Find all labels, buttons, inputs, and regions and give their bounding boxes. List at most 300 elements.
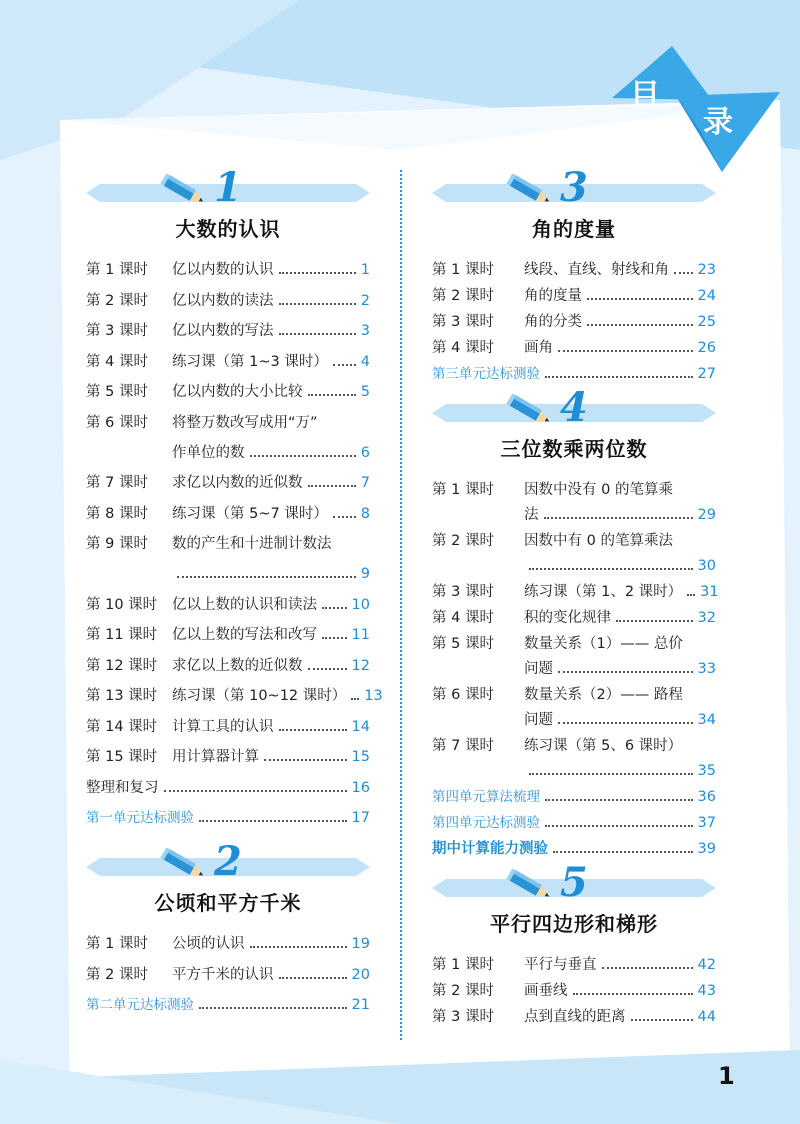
entry-line [172,686,383,706]
pencil-icon [506,869,556,903]
entry-title: 因数中有 0 的笔算乘法 [524,533,673,549]
unit-section [432,384,719,859]
page-ref: 17 [351,810,370,826]
dot-leader [279,729,347,731]
unit-number: 2 [214,838,242,885]
entry-line [524,582,719,602]
entry-title: 求亿以上数的近似数 [172,657,303,674]
unit-number: 4 [560,384,588,431]
entry-title: 第三单元达标测验 [432,366,540,382]
unit-banner [432,859,716,911]
lesson-label: 第 8 课时 [86,505,148,522]
entry-body [172,656,370,676]
entry-line [524,1007,716,1027]
entry-title: 问题 [524,712,553,728]
dot-leader [545,799,693,801]
dot-leader [322,637,347,639]
entry-title: 公顷的认识 [172,936,245,952]
entry-line [86,995,370,1015]
entry-title: 因数中没有 0 的笔算乘 [524,482,673,498]
toc-entry[interactable] [432,813,716,833]
entry-line [172,595,370,615]
entry-body [172,321,370,341]
entry-line [172,747,370,767]
toc-entry[interactable] [86,934,370,954]
dot-leader [199,820,347,822]
entry-title: 第四单元达标测验 [432,815,540,831]
entry-line [524,955,716,975]
lesson-label: 第 2 课时 [432,983,494,999]
entry-line [524,338,716,358]
page-ref: 24 [697,288,716,304]
dot-leader [264,759,347,761]
lesson-label: 第 3 课时 [86,323,148,339]
toc-entry[interactable] [86,747,370,767]
page-ref: 35 [697,763,716,779]
entry-line [524,710,716,730]
entry-title: 用计算器计算 [172,749,259,765]
entry-title: 亿以内数的读法 [172,292,274,309]
dot-leader [199,1007,347,1009]
unit-title: 角的度量 [532,217,616,241]
dot-leader [308,668,347,670]
entry-body [524,531,716,576]
entry-body [172,260,370,280]
dot-leader [333,364,356,366]
entry-body [172,382,370,402]
entry-line [524,480,716,500]
lesson-label: 第 15 课时 [86,749,158,765]
page-ref: 31 [700,584,719,600]
entry-line [172,443,370,463]
lesson-label: 第 1 课时 [86,936,148,952]
entry-title: 积的变化规律 [524,610,611,626]
entry-title: 求亿以内数的近似数 [172,475,303,491]
dot-leader [250,946,347,948]
page-ref: 44 [697,1009,716,1025]
dot-leader [587,324,693,326]
entry-title: 期中计算能力测验 [432,841,548,857]
page-ref: 2 [360,292,370,309]
lesson-label: 第 2 课时 [432,533,494,549]
entry-body [524,685,716,730]
page-ref: 14 [351,718,370,735]
entry-title: 问题 [524,661,553,677]
dot-leader [616,620,693,622]
toc-entry[interactable] [86,382,370,402]
page-ref: 33 [697,661,716,677]
entry-body [524,1007,716,1027]
entry-line [172,534,370,554]
entry-body [524,634,716,679]
entry-body [524,582,719,602]
toc-entry[interactable] [432,685,716,730]
page-ref: 32 [697,610,716,626]
lesson-label: 第 4 课时 [432,610,494,626]
toc-entry[interactable] [432,364,716,384]
page-ref: 11 [351,627,370,643]
entry-title: 点到直线的距离 [524,1009,626,1025]
page-ref: 27 [697,366,716,382]
entry-body [172,965,370,985]
entry-body [524,286,716,306]
page-ref: 9 [360,566,370,582]
entry-line [172,382,370,402]
entry-title: 将整万数改写成用“万” [172,414,318,431]
dot-leader [558,350,693,352]
unit-section [86,164,383,828]
entry-title: 亿以上数的认识和读法 [172,596,317,613]
toc-entry[interactable] [432,582,719,602]
lesson-label: 第 3 课时 [432,584,494,600]
entry-line [524,608,716,628]
toc-entry[interactable] [86,778,370,798]
entry-title: 练习课（第 1、2 课时） [524,584,683,600]
toc-entry[interactable] [432,955,716,975]
entry-line [524,531,716,551]
unit-title: 公顷和平方千米 [154,891,302,915]
right-column [432,164,719,1033]
entry-body [86,778,370,798]
toc-entry[interactable] [86,352,370,372]
lesson-label: 第 10 课时 [86,596,158,613]
entry-title: 画角 [524,340,553,356]
entry-line [172,625,370,645]
dot-leader [545,376,693,378]
entry-line [524,685,716,705]
unit-number: 3 [560,164,588,211]
unit-banner [432,384,716,436]
page-ref: 39 [697,841,716,857]
entry-body [524,736,716,781]
entry-body [172,934,370,954]
lesson-label: 第 6 课时 [432,687,494,703]
dot-leader [322,607,347,609]
unit-banner [86,838,370,890]
toc-entry[interactable] [86,995,370,1015]
toc-entry[interactable] [86,534,370,584]
dot-leader [351,698,359,700]
entry-line [524,981,716,1001]
entry-body [86,995,370,1015]
toc-entry[interactable] [432,1007,716,1027]
entry-title: 第四单元算法梳理 [432,789,540,805]
entry-line [524,505,716,525]
lesson-label: 第 1 课时 [432,957,494,973]
dot-leader [279,303,356,305]
dot-leader [529,773,693,775]
unit-section [86,838,370,1015]
entry-line [524,286,716,306]
entry-title: 数量关系（2）—— 路程 [524,687,683,703]
entry-body [172,352,370,372]
page-ref: 6 [360,444,370,461]
toc-entry[interactable] [86,291,370,311]
entry-title: 角的分类 [524,314,582,330]
page-ref: 3 [360,323,370,339]
entry-line [172,564,370,584]
unit-title: 三位数乘两位数 [500,437,648,461]
entry-title: 法 [524,507,539,523]
toc-entry[interactable] [86,717,370,737]
entry-title: 亿以上数的写法和改写 [172,627,317,643]
entry-line [432,839,716,859]
dot-leader [553,851,693,853]
entry-body [172,291,370,311]
entry-line [86,778,370,798]
page-number: 1 [718,1062,735,1090]
entry-line [172,934,370,954]
pencil-icon [506,394,556,428]
page-ref: 4 [360,353,370,370]
entry-title: 亿以内数的认识 [172,262,274,278]
entry-line [524,659,716,679]
page-ref: 23 [697,262,716,278]
page-ref: 19 [351,936,370,952]
entry-title: 线段、直线、射线和角 [524,262,669,278]
entry-body [172,625,370,645]
dot-leader [279,333,356,335]
page-ref: 43 [697,983,716,999]
dot-leader [177,576,356,578]
entry-body [524,955,716,975]
lesson-label: 第 12 课时 [86,657,158,674]
entry-body [172,534,370,584]
pencil-icon [160,848,210,882]
entry-title: 练习课（第 5~7 课时） [172,505,328,522]
dot-leader [333,516,356,518]
dot-leader [308,485,356,487]
page-ref: 5 [360,384,370,400]
column-divider [400,170,402,1040]
toc-entry[interactable] [432,634,716,679]
toc-entry[interactable] [86,260,370,280]
pencil-icon [506,174,556,208]
page-ref: 8 [360,505,370,522]
lesson-label: 第 7 课时 [432,738,494,754]
page-ref: 15 [351,749,370,765]
toc-entry[interactable] [86,473,370,493]
entry-title: 第一单元达标测验 [86,810,194,826]
page-ref: 7 [360,475,370,491]
entry-line [172,504,370,524]
page-ref: 42 [697,957,716,973]
page-ref: 1 [360,262,370,278]
page-ref: 29 [697,507,716,523]
toc-entry[interactable] [86,686,383,706]
toc-entry[interactable] [86,504,370,524]
lesson-label: 第 1 课时 [86,262,148,278]
dot-leader [279,272,356,274]
entry-title: 亿以内数的写法 [172,323,274,339]
lesson-label: 第 2 课时 [432,288,494,304]
dot-leader [587,298,693,300]
unit-section [432,859,716,1027]
entry-title: 角的度量 [524,288,582,304]
entry-body [432,787,716,807]
entry-line [172,321,370,341]
dot-leader [545,825,693,827]
lesson-label: 第 4 课时 [432,340,494,356]
toc-entry[interactable] [432,736,716,781]
entry-line [524,260,716,280]
entry-line [172,352,370,372]
header-title-char-2: 录 [703,105,733,140]
dot-leader [308,394,356,396]
page-ref: 34 [697,712,716,728]
entry-line [172,717,370,737]
entry-line [524,634,716,654]
entry-title: 数量关系（1）—— 总价 [524,636,683,652]
lesson-label: 第 1 课时 [432,262,494,278]
entry-body [524,480,716,525]
entry-line [172,260,370,280]
unit-banner [86,164,370,216]
unit-number: 1 [214,164,242,211]
lesson-label: 第 7 课时 [86,475,148,491]
entry-title: 平行与垂直 [524,957,597,973]
entry-line [86,808,370,828]
lesson-label: 第 5 课时 [86,384,148,400]
dot-leader [544,517,693,519]
entry-body [172,595,370,615]
entry-body [172,413,370,463]
toc-entry[interactable] [432,260,716,280]
dot-leader [164,790,347,792]
lesson-label: 第 11 课时 [86,627,158,643]
entry-title: 练习课（第 1~3 课时） [172,353,328,370]
lesson-label: 第 1 课时 [432,482,494,498]
lesson-label: 第 3 课时 [432,314,494,330]
entry-line [172,656,370,676]
lesson-label: 第 13 课时 [86,688,158,704]
toc-entry[interactable] [86,625,370,645]
dot-leader [279,977,347,979]
entry-body [432,364,716,384]
dot-leader [558,671,693,673]
page-ref: 37 [697,815,716,831]
unit-banner [432,164,716,216]
toc-entry[interactable] [432,338,716,358]
lesson-label: 第 5 课时 [432,636,494,652]
entry-line [432,813,716,833]
entry-body [524,338,716,358]
entry-body [172,747,370,767]
toc-entry[interactable] [432,312,716,332]
toc-entry[interactable] [432,839,716,859]
left-column [86,164,383,1026]
page-ref: 21 [351,997,370,1013]
entry-title: 练习课（第 5、6 课时） [524,738,683,754]
entry-line [432,787,716,807]
entry-body [524,312,716,332]
entry-title: 第二单元达标测验 [86,997,194,1013]
entry-title: 计算工具的认识 [172,718,274,735]
dot-leader [631,1019,693,1021]
entry-body [86,808,370,828]
lesson-label: 第 6 课时 [86,414,148,431]
toc-entry[interactable] [86,321,370,341]
entry-line [172,291,370,311]
pencil-icon [160,174,210,208]
lesson-label: 第 14 课时 [86,718,158,735]
page-ref: 36 [697,789,716,805]
toc-entry[interactable] [432,286,716,306]
toc-entry[interactable] [432,787,716,807]
entry-body [432,839,716,859]
toc-entry[interactable] [86,808,370,828]
entry-line [524,736,716,756]
entry-body [432,813,716,833]
entry-line [172,473,370,493]
toc-entry[interactable] [86,413,370,463]
entry-title: 亿以内数的大小比较 [172,384,303,400]
unit-title: 平行四边形和梯形 [490,912,658,936]
dot-leader [602,967,693,969]
entry-body [524,981,716,1001]
toc-entry[interactable] [86,595,370,615]
entry-body [524,608,716,628]
entry-title: 整理和复习 [86,779,159,796]
dot-leader [573,993,693,995]
unit-title: 大数的认识 [175,217,281,241]
entry-body [172,686,383,706]
entry-line [172,965,370,985]
entry-line [172,413,370,433]
dot-leader [558,722,693,724]
lesson-label: 第 3 课时 [432,1009,494,1025]
entry-body [172,473,370,493]
entry-title: 画垂线 [524,983,568,999]
dot-leader [687,594,695,596]
dot-leader [250,455,356,457]
header-title-char-1: 目 [630,78,660,113]
page-ref: 10 [351,596,370,613]
toc-entry[interactable] [86,656,370,676]
toc-entry[interactable] [432,608,716,628]
unit-section [432,164,716,384]
page-ref: 12 [351,657,370,674]
entry-title: 练习课（第 10~12 课时） [172,688,347,704]
lesson-label: 第 2 课时 [86,292,148,309]
entry-line [524,761,716,781]
page-ref: 30 [697,558,716,574]
toc-entry[interactable] [432,480,716,525]
page-ref: 16 [351,779,370,796]
lesson-label: 第 2 课时 [86,966,148,983]
entry-title: 作单位的数 [172,444,245,461]
unit-number: 5 [560,859,588,906]
lesson-label: 第 9 课时 [86,536,148,552]
entry-body [172,504,370,524]
dot-leader [674,272,693,274]
toc-entry[interactable] [432,531,716,576]
lesson-label: 第 4 课时 [86,353,148,370]
entry-title: 平方千米的认识 [172,966,274,983]
entry-line [432,364,716,384]
toc-entry[interactable] [86,965,370,985]
toc-entry[interactable] [432,981,716,1001]
page-ref: 26 [697,340,716,356]
entry-body [524,260,716,280]
page-ref: 20 [351,966,370,983]
entry-body [172,717,370,737]
entry-line [524,556,716,576]
page-ref: 25 [697,314,716,330]
entry-title: 数的产生和十进制计数法 [172,536,332,552]
dot-leader [529,568,693,570]
page-ref: 13 [364,688,383,704]
